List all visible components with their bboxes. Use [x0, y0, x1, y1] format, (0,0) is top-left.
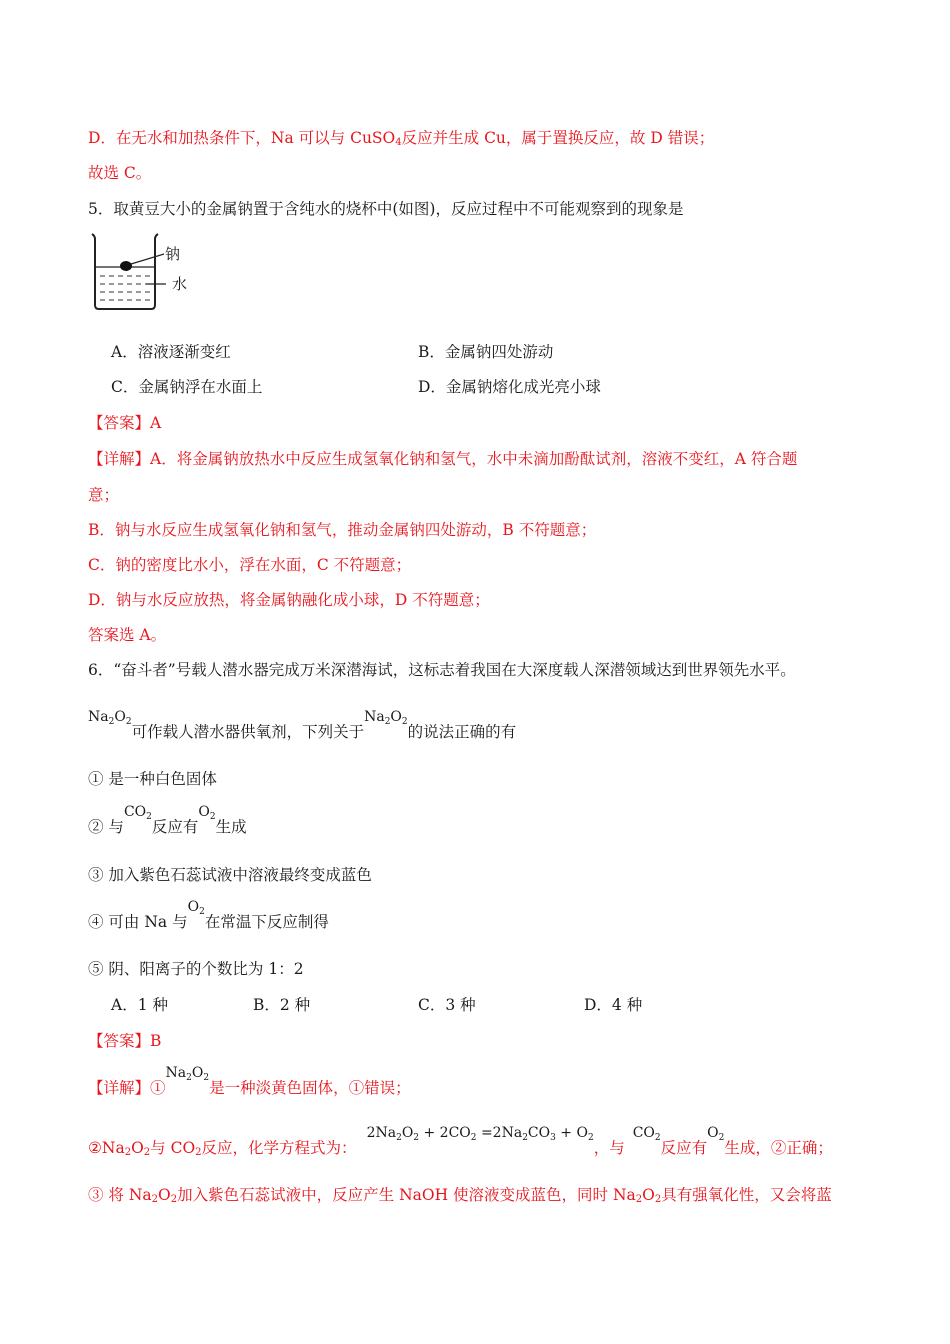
- q6-detail-2: $②Na_2O_2$与 $CO_2$反应，化学方程式为：$2Na_2O_2 + 2CO_2 =2Na_2CO_3 + O_2$，与$CO_2$反应有$O_2$生成，②正确；: [88, 1137, 833, 1165]
- q6-detail-3: ③ 将 $Na_2O_2$加入紫色石蕊试液中，反应产生 NaOH 使溶液变成蓝色，同时 $Na_2O_2$具有强氧化性，又会将蓝: [88, 1186, 832, 1205]
- beaker-icon: [92, 234, 166, 309]
- q5-detail-d: D．钠与水反应放热，将金属钠融化成小球，D 不符题意；: [88, 591, 490, 609]
- q5-stem: 5．取黄豆大小的金属钠置于含纯水的烧杯中(如图)，反应过程中不可能观察到的现象是: [88, 200, 684, 218]
- q6-stem-line2: $Na_2O_2$可作载人潜水器供氧剂，下列关于$Na_2O_2$的说法正确的有: [88, 721, 516, 749]
- q5-detail-a: 【详解】A．将金属钠放热水中反应生成氢氧化钠和氢气，水中未滴加酚酞试剂，溶液不变红，A 符合题: [88, 450, 798, 468]
- formula-na2o2: $Na_2O_2$: [165, 1065, 210, 1083]
- q6-item-2: ② 与$CO_2$反应有$O_2$生成: [88, 816, 247, 844]
- q5-conclusion: 答案选 A。: [88, 626, 167, 644]
- q6-answer: 【答案】B: [88, 1032, 162, 1050]
- q6-option-a: A．1 种: [111, 996, 168, 1014]
- q5-detail-b: B．钠与水反应生成氢氧化钠和氢气，推动金属钠四处游动，B 不符题意；: [88, 521, 597, 539]
- q5-detail-a-cont: 意；: [88, 486, 120, 504]
- formula-o2: $O_2$: [198, 804, 216, 822]
- chemical-equation: $2Na_2O_2 + 2CO_2 =2Na_2CO_3 + O_2$: [366, 1125, 594, 1143]
- formula-co2: $CO_2$: [123, 804, 152, 822]
- formula-na2o2: $Na_2O_2$: [88, 709, 132, 727]
- q6-item-4: ④ 可由 Na 与$O_2$在常温下反应制得: [88, 911, 329, 939]
- formula-co2: $CO_2$: [632, 1125, 661, 1143]
- q6-item-1: ① 是一种白色固体: [88, 770, 217, 788]
- prev-conclusion: 故选 C。: [88, 164, 152, 182]
- q6-stem: 6．“奋斗者”号载人潜水器完成万米深潜海试，这标志着我国在大深度载人深潜领域达到世界领先水平。: [88, 661, 796, 679]
- q5-option-d: D．金属钠熔化成光亮小球: [418, 378, 601, 396]
- q5-answer: 【答案】A: [88, 414, 162, 432]
- q6-item-5: ⑤ 阴、阳离子的个数比为 1：2: [88, 960, 304, 978]
- q5-option-c: C．金属钠浮在水面上: [111, 378, 263, 396]
- q6-option-d: D．4 种: [584, 996, 643, 1014]
- q5-option-a: A．溶液逐渐变红: [111, 343, 231, 361]
- q5-option-b: B．金属钠四处游动: [418, 343, 554, 361]
- q6-option-c: C．3 种: [418, 996, 476, 1014]
- q6-item-3: ③ 加入紫色石蕊试液中溶液最终变成蓝色: [88, 866, 372, 884]
- beaker-figure: [88, 230, 198, 312]
- formula-o2: $O_2$: [707, 1125, 725, 1143]
- label-sodium: 钠: [165, 245, 181, 263]
- formula-o2: $O_2$: [187, 899, 205, 917]
- formula-na2o2: $Na_2O_2$: [364, 709, 408, 727]
- prev-option-d-explanation: D．在无水和加热条件下，Na 可以与 CuSO$_4$反应并生成 Cu，属于置换反应，故 D 错误；: [88, 129, 715, 148]
- q5-detail-c: C．钠的密度比水小，浮在水面，C 不符题意；: [88, 556, 412, 574]
- q6-detail-1: 【详解】$①Na_2O_2$是一种淡黄色固体，①错误；: [88, 1077, 411, 1105]
- label-water: 水: [172, 275, 188, 293]
- q6-option-b: B．2 种: [253, 996, 311, 1014]
